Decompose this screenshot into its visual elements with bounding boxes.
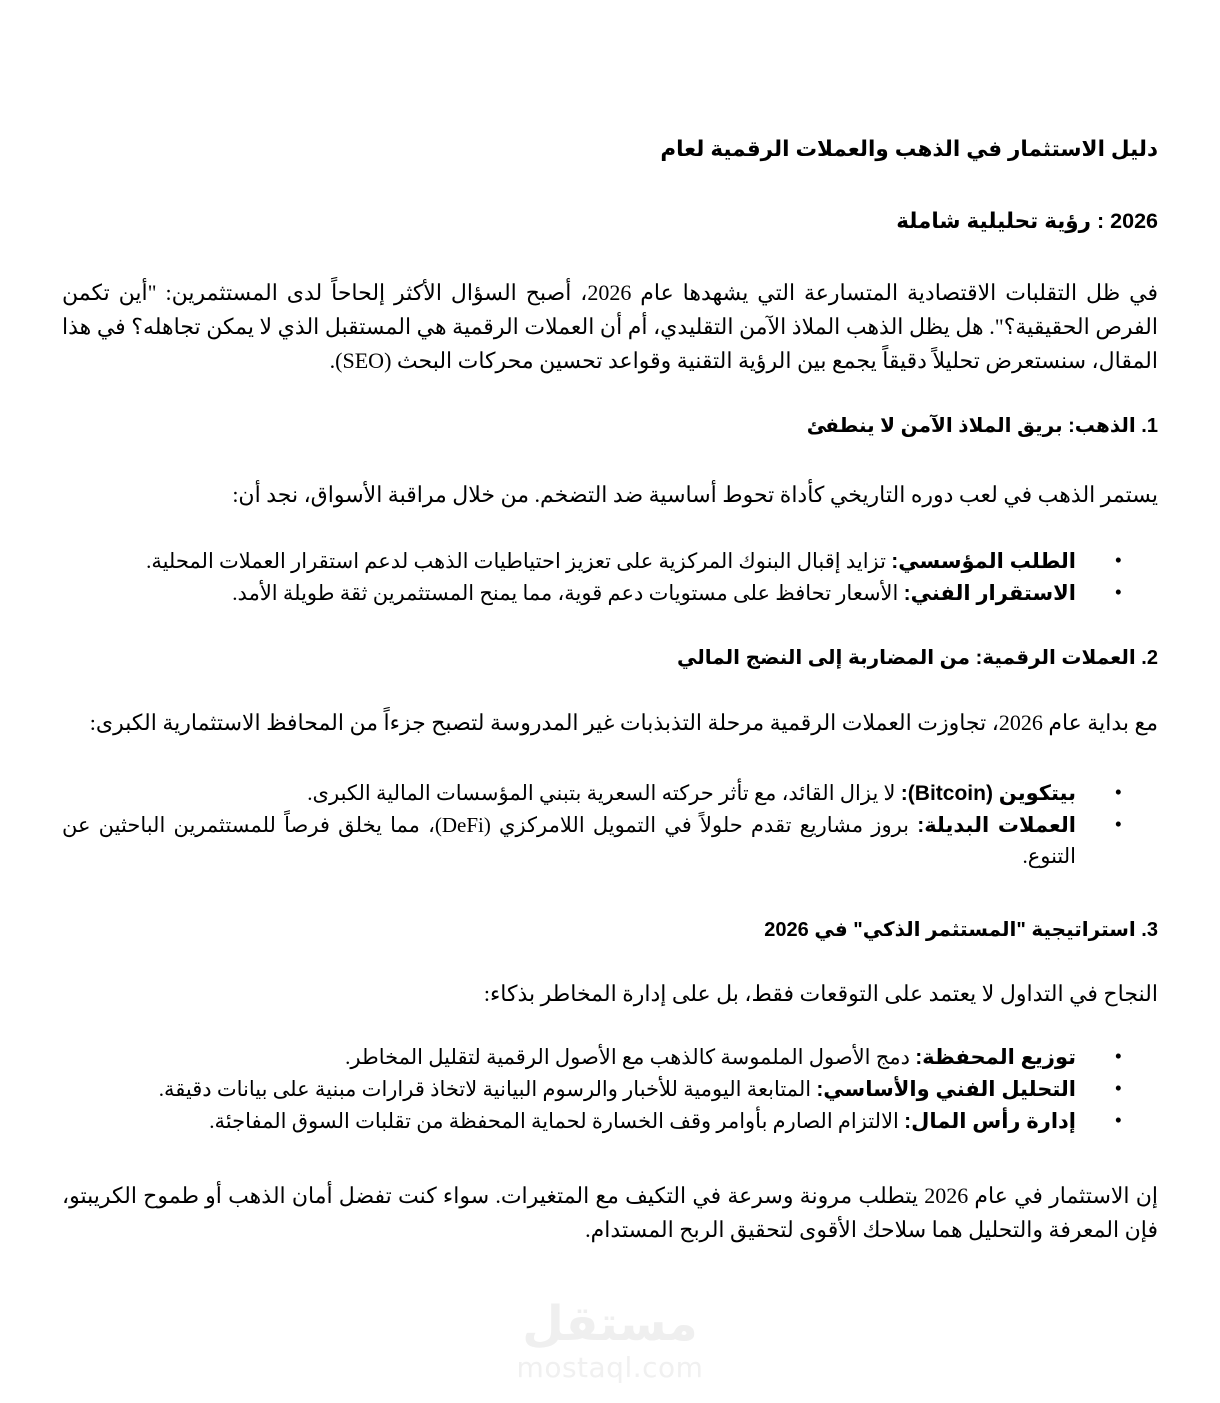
bullet-text: الالتزام الصارم بأوامر وقف الخسارة لحماية المحفظة من تقلبات السوق المفاجئة. <box>209 1109 905 1133</box>
bullet-term: توزيع المحفظة: <box>915 1046 1076 1069</box>
watermark <box>0 1296 1220 1384</box>
document-title-line-1: دليل الاستثمار في الذهب والعملات الرقمية لعام <box>660 137 1158 161</box>
bullet-list-gold <box>62 546 1158 610</box>
list-item <box>62 1042 1158 1073</box>
bullet-term: بيتكوين (Bitcoin): <box>900 782 1076 805</box>
list-item <box>62 546 1158 577</box>
bullet-text: المتابعة اليومية للأخبار والرسوم البيانية لاتخاذ قرارات مبنية على بيانات دقيقة. <box>158 1077 817 1101</box>
bullet-text: لا يزال القائد، مع تأثر حركته السعرية بتبني المؤسسات المالية الكبرى. <box>307 781 901 805</box>
bullet-text: تزايد إقبال البنوك المركزية على تعزيز احتياطيات الذهب لدعم استقرار العملات المحلية. <box>146 549 892 573</box>
section-heading-strategy: 3. استراتيجية "المستثمر الذكي" في 2026 <box>764 919 1158 941</box>
bullet-term: إدارة رأس المال: <box>904 1110 1076 1133</box>
bullet-text: بروز مشاريع تقدم حلولاً في التمويل اللامركزي (DeFi)، مما يخلق فرصاً للمستثمرين الباحثين عن التنوع. <box>62 813 1076 868</box>
bullet-term: العملات البديلة: <box>917 814 1076 837</box>
section-heading-gold: 1. الذهب: بريق الملاذ الآمن لا ينطفئ <box>806 415 1158 437</box>
document-title-line-2: 2026 : رؤية تحليلية شاملة <box>896 209 1158 233</box>
list-item <box>62 1106 1158 1137</box>
list-item <box>62 810 1158 872</box>
bullet-list-crypto <box>62 778 1158 873</box>
bullet-term: الطلب المؤسسي: <box>891 550 1076 573</box>
bullet-text: الأسعار تحافظ على مستويات دعم قوية، مما يمنح المستثمرين ثقة طويلة الأمد. <box>232 581 904 605</box>
bullet-term: التحليل الفني والأساسي: <box>816 1078 1076 1101</box>
closing-paragraph: إن الاستثمار في عام 2026 يتطلب مرونة وسرعة في التكيف مع المتغيرات. سواء كنت تفضل أمان الذهب أو طموح الكريبتو، فإن المعرفة والتحليل هما سلاحك الأقوى لتحقيق الربح المستدام. <box>62 1183 1158 1242</box>
bullet-term: الاستقرار الفني: <box>903 582 1076 605</box>
bullet-list-strategy <box>62 1042 1158 1138</box>
list-item <box>62 778 1158 809</box>
section-paragraph-strategy: النجاح في التداول لا يعتمد على التوقعات فقط، بل على إدارة المخاطر بذكاء: <box>483 981 1158 1006</box>
intro-paragraph: في ظل التقلبات الاقتصادية المتسارعة التي يشهدها عام 2026، أصبح السؤال الأكثر إلحاحاً لدى المستثمرين: "أين تكمن الفرص الحقيقية؟". هل يظل الذهب الملاذ الآمن التقليدي، أم أن العملات الرقمية هي المستقبل الذي لا يمكن تجاهله؟ في هذا المقال، سنستعرض تحليلاً دقيقاً يجمع بين الرؤية التقنية وقواعد تحسين محركات البحث (SEO). <box>62 280 1158 373</box>
section-paragraph-crypto: مع بداية عام 2026، تجاوزت العملات الرقمية مرحلة التذبذبات غير المدروسة لتصبح جزءاً من المحافظ الاستثمارية الكبرى: <box>89 710 1158 735</box>
bullet-text: دمج الأصول الملموسة كالذهب مع الأصول الرقمية لتقليل المخاطر. <box>345 1045 916 1069</box>
list-item <box>62 578 1158 609</box>
watermark-domain: mostaql.com <box>516 1351 704 1384</box>
section-paragraph-gold: يستمر الذهب في لعب دوره التاريخي كأداة تحوط أساسية ضد التضخم. من خلال مراقبة الأسواق، نجد أن: <box>232 482 1158 507</box>
list-item <box>62 1074 1158 1105</box>
section-heading-crypto: 2. العملات الرقمية: من المضاربة إلى النضج المالي <box>677 647 1158 669</box>
watermark-arabic-logo: مستقل <box>522 1296 698 1352</box>
